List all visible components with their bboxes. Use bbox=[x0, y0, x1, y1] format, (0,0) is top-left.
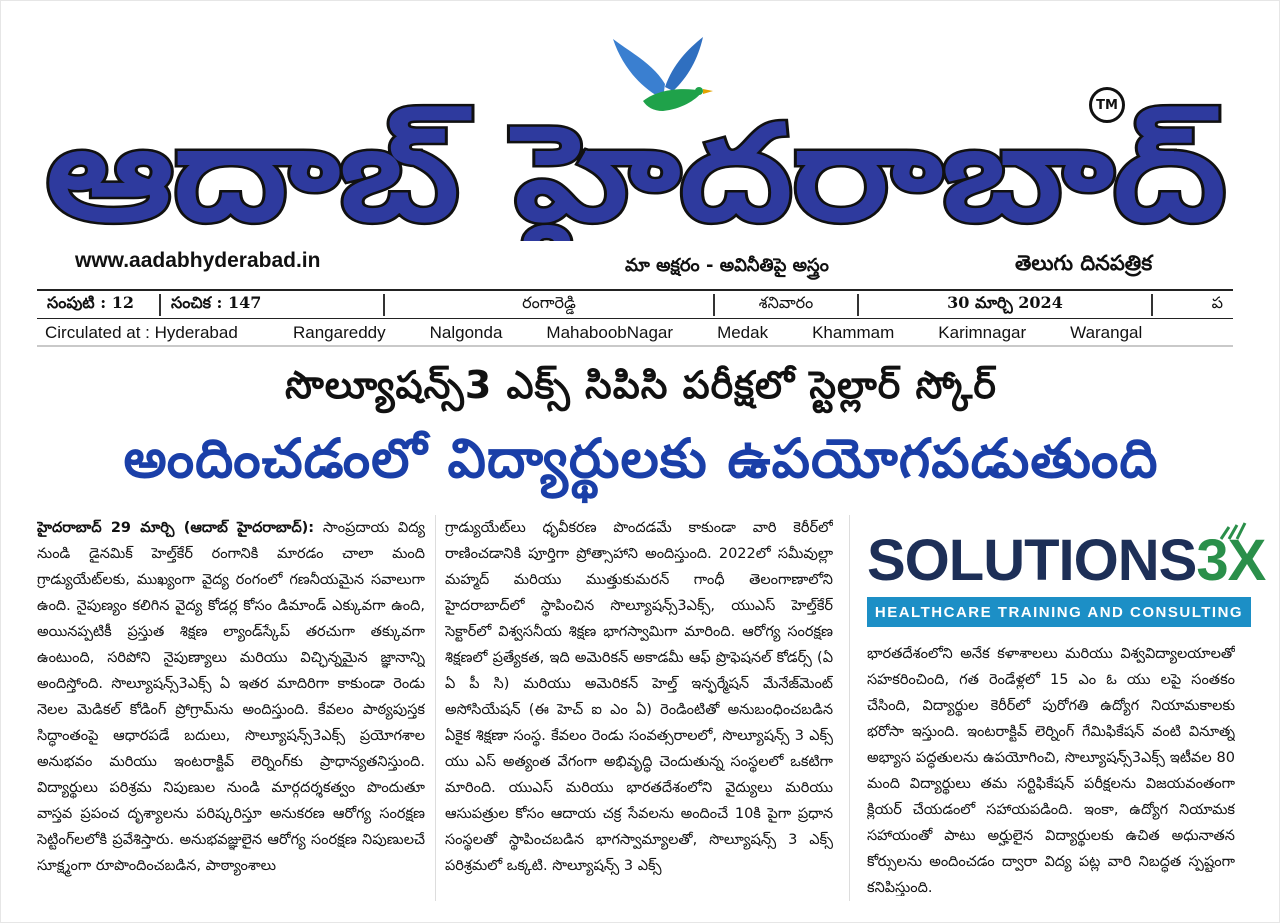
masthead bbox=[21, 9, 1261, 285]
circulation-place: Khammam bbox=[812, 323, 895, 342]
circulation-place: Rangareddy bbox=[293, 323, 386, 342]
headline-main: అందించడంలో విద్యార్థులకు ఉపయోగపడుతుంది bbox=[123, 427, 1159, 490]
masthead-title: ఆదాబ్ హైదరాబాద్ bbox=[46, 97, 1022, 241]
article-column-1 bbox=[37, 515, 425, 900]
issue-date: 30 మార్చి 2024 bbox=[947, 293, 1063, 312]
trademark-badge: TM bbox=[1089, 87, 1125, 123]
website-link[interactable]: www.aadabhyderabad.in bbox=[75, 249, 321, 272]
article-column-2 bbox=[445, 515, 833, 900]
paper-type: తెలుగు దినపత్రిక bbox=[1015, 251, 1153, 275]
article-text: భారతదేశంలోని అనేక కళాశాలలు మరియు విశ్వవిద్యాలయాలతో సహకరించింది, గత రెండేళ్లలో 15 ఎం ఓ యు లపై సంతకం చేసింది, విద్యార్థుల కెరీర్‌లో పురోగతి ఉద్యోగ నియామకాలకు భరోసా ఇస్తుంది. ఇంటరాక్టివ్ లెర్నింగ్ గేమిఫికేషన్ వంటి వినూత్న అభ్యాస పద్ధతులను ఉపయోగించి, సొల్యూషన్స్3ఎక్స్ ఇటీవల 80 మంది విద్యార్థులు తమ సర్టిఫికేషన్ పరీక్షలను విజయవంతంగా క్లియర్ చేయడంలో సహాయపడింది. ఇంకా, ఉద్యోగ నియామక సహాయంతో పాటు అర్హులైన విద్యార్థులకు ఉచిత అధునాతన కోర్సులను అందించడం ద్వారా విద్య పట్ల వారి నిబద్ధత స్పష్టంగా కనిపిస్తుంది. bbox=[867, 646, 1235, 896]
column-divider bbox=[849, 515, 850, 901]
ad-brand-accent: 3X bbox=[1196, 528, 1266, 593]
info-bar-overflow: ప bbox=[1211, 293, 1223, 312]
circulation-place: Karimnagar bbox=[938, 323, 1027, 342]
circulation-label: Circulated at : Hyderabad bbox=[45, 323, 238, 342]
spark-icon bbox=[1219, 521, 1249, 541]
newspaper-title-logo bbox=[39, 91, 1234, 241]
circulation-place: Medak bbox=[717, 323, 769, 342]
tagline: మా అక్షరం - అవినీతిపై అస్త్రం bbox=[625, 255, 829, 276]
headline-kicker: సొల్యూషన్స్3 ఎక్స్ సిపిసి పరీక్షలో స్టెల్లార్ స్కోర్ bbox=[285, 363, 997, 407]
issue-number: సంచిక : 147 bbox=[171, 293, 262, 312]
ad-banner: HEALTHCARE TRAINING AND CONSULTING bbox=[867, 597, 1251, 627]
circulation-bar bbox=[37, 321, 1233, 347]
article-column-3 bbox=[867, 641, 1235, 896]
solutions3x-ad bbox=[867, 521, 1266, 631]
article-dateline: హైదరాబాద్ 29 మార్చి (ఆదాబ్ హైదరాబాద్): bbox=[37, 520, 315, 536]
weekday: శనివారం bbox=[758, 293, 814, 312]
volume-number: సంపుటి : 12 bbox=[47, 293, 134, 312]
article-text: సాంప్రదాయ విద్య నుండి డైనమిక్ హెల్త్‌కేర్ రంగానికి మారడం చాలా మంది గ్రాడ్యుయేట్‌లకు, ముఖ్యంగా వైద్య రంగంలో గణనీయమైన సవాలుగా ఉంది. నైపుణ్యం కలిగిన వైద్య కోడర్ల కోసం డిమాండ్ ఎక్కువగా ఉంది, అయినప్పటికీ ప్రస్తుత శిక్షణ ల్యాండ్‌స్కేప్ తరచుగా తక్కువగా ఉంటుంది, సరిపోని నైపుణ్యాలు మరియు విచ్ఛిన్నమైన జ్ఞానాన్ని అందిస్తోంది. సొల్యూషన్స్3ఎక్స్ ఏ ఇతర మాదిరిగా కాకుండా రెండు నెలల మెడికల్ కోడింగ్ ప్రోగ్రామ్‌ను అందిస్తుంది. కేవలం పాఠ్యపుస్తక సిద్ధాంతంపై ఆధారపడే బదులు, సొల్యూషన్స్3ఎక్స్ ప్రయోగశాల అనుభవం మరియు ఇంటరాక్టివ్ లెర్నింగ్‌కు ప్రాధాన్యతనిస్తుంది. విద్యార్థులు పరిశ్రమ నిపుణుల నుండి మార్గదర్శకత్వం పొందుతూ వాస్తవ ప్రపంచ దృశ్యాలను పరిష్కరిస్తూ అనుకరణ ఆరోగ్య సంరక్షణ సెట్టింగ్‌లలోకి ప్రవేశిస్తారు. అనుభవజ్ఞులైన ఆరోగ్య సంరక్షణ నిపుణులచే సూక్ష్మంగా రూపొందించబడిన, పాఠ్యాంశాలు bbox=[37, 520, 425, 874]
column-divider bbox=[435, 515, 436, 901]
info-bar bbox=[37, 289, 1233, 319]
article-text: గ్రాడ్యుయేట్‌లు ధృవీకరణ పొందడమే కాకుండా వారి కెరీర్‌లో రాణించడానికి పూర్తిగా ప్రోత్సాహాని అందిస్తుంది. 2022లో సమీవుల్లా మహ్మద్ మరియు ముత్తుకుమరన్ గాంధీ తెలంగాణాలోని హైదరాబాద్‌లో స్థాపించిన సొల్యూషన్స్3ఎక్స్, యుఎస్ హెల్త్‌కేర్ సెక్టార్‌లో విశ్వసనీయ శిక్షణ భాగస్వామిగా మారింది. ఆరోగ్య సంరక్షణ శిక్షణలో ప్రత్యేకత, ఇది అమెరికన్ అకాడమీ ఆఫ్ ప్రొఫెషనల్ కోడర్స్ (ఏ ఏ పీ సి) మరియు అమెరికన్ హెల్త్ ఇన్ఫర్మేషన్ మేనేజ్‌మెంట్ అసోసియేషన్ (ఈ హెచ్ ఐ ఎం ఏ) రెండింటితో అనుబంధించబడిన ఏకైక శిక్షణా సంస్థ. కేవలం రెండు సంవత్సరాలలో, సొల్యూషన్స్ 3 ఎక్స్ యు ఎస్ అత్యంత వేగంగా అభివృద్ధి చెందుతున్న సంస్థలలో ఒకటిగా మారింది. యుఎస్ మరియు భారతదేశంలోని వైద్యులు మరియు ఆసుపత్రుల కోసం ఆదాయ చక్ర సేవలను అందించే 10కి పైగా ప్రధాన సంస్థలతో స్థాపించబడిన భాగస్వామ్యాలతో, సొల్యూషన్స్ 3 ఎక్స్ పరిశ్రమలో ఒక్కటి. సొల్యూషన్స్ 3 ఎక్స్ bbox=[445, 520, 833, 874]
circulation-place: Nalgonda bbox=[429, 323, 503, 342]
circulation-place: MahaboobNagar bbox=[546, 323, 674, 342]
ad-brand-main: SOLUTIONS bbox=[867, 528, 1197, 593]
ad-brand bbox=[867, 527, 1265, 594]
edition-place: రంగారెడ్డి bbox=[522, 293, 576, 312]
circulation-place: Warangal bbox=[1070, 323, 1143, 342]
